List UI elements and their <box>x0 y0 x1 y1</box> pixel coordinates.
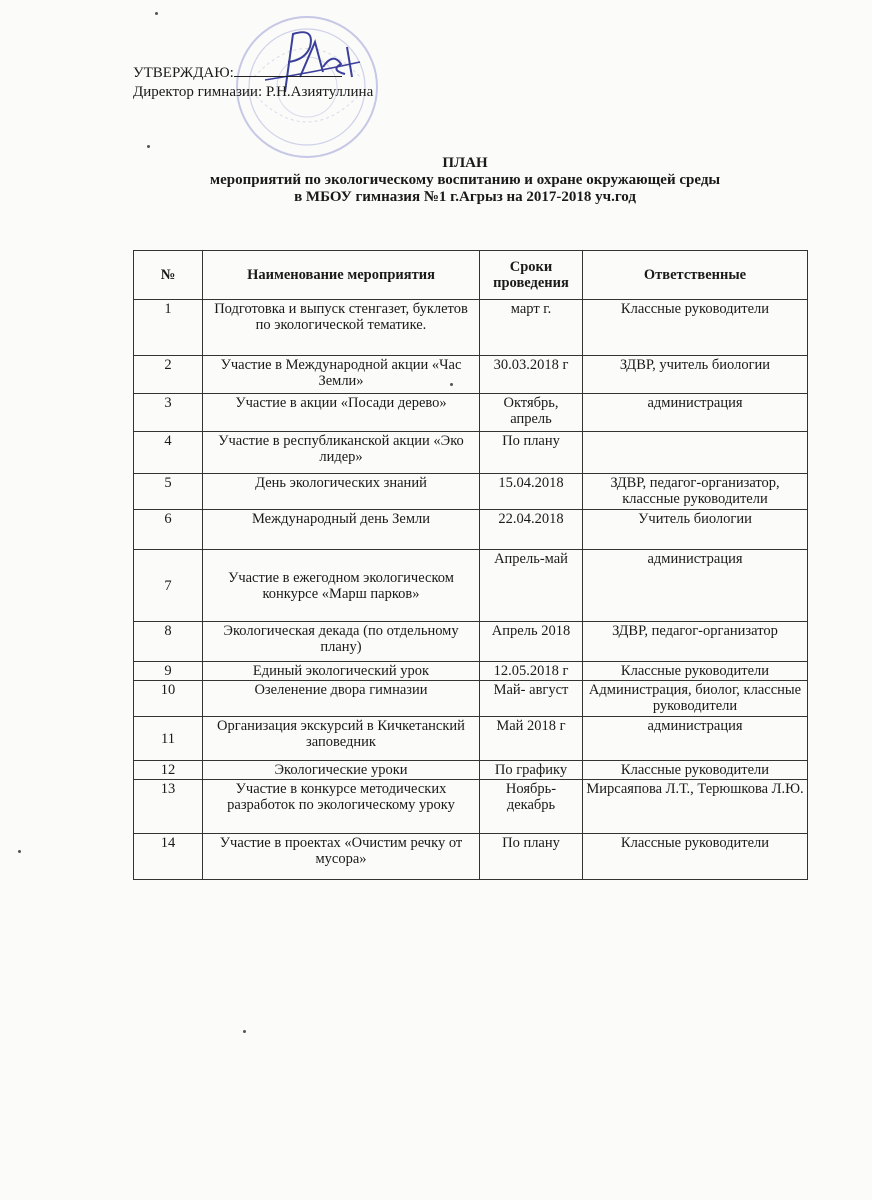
scan-speck <box>243 1030 246 1033</box>
cell-name: Международный день Земли <box>203 510 480 550</box>
table-row <box>134 356 808 394</box>
cell-num: 3 <box>134 394 203 432</box>
cell-name: Участие в Международной акции «Час Земли» <box>203 356 480 394</box>
cell-name: Участие в проектах «Очистим речку от мусора» <box>203 834 480 880</box>
cell-name: Экологические уроки <box>203 761 480 780</box>
table-row <box>134 394 808 432</box>
cell-num: 6 <box>134 510 203 550</box>
cell-resp: Классные руководители <box>583 662 808 681</box>
scan-speck <box>18 850 21 853</box>
cell-num: 9 <box>134 662 203 681</box>
header-num: № <box>134 251 203 300</box>
cell-resp: администрация <box>583 550 808 622</box>
cell-date: Ноябрь-декабрь <box>480 780 583 834</box>
cell-name: Подготовка и выпуск стенгазет, буклетов по экологической тематике. <box>203 300 480 356</box>
cell-num: 5 <box>134 474 203 510</box>
cell-num: 1 <box>134 300 203 356</box>
table-row <box>134 761 808 780</box>
document-title <box>120 155 810 206</box>
cell-resp: администрация <box>583 717 808 761</box>
cell-num: 13 <box>134 780 203 834</box>
table-row <box>134 474 808 510</box>
table-row <box>134 662 808 681</box>
cell-num: 7 <box>134 550 203 622</box>
scan-speck <box>450 383 453 386</box>
cell-num: 14 <box>134 834 203 880</box>
table-row <box>134 717 808 761</box>
cell-date: 15.04.2018 <box>480 474 583 510</box>
cell-name: Участие в республиканской акции «Эко лидер» <box>203 432 480 474</box>
approval-block <box>133 62 373 102</box>
signature-line <box>234 62 342 77</box>
table-row <box>134 622 808 662</box>
cell-date: 22.04.2018 <box>480 510 583 550</box>
cell-resp: ЗДВР, педагог-организатор <box>583 622 808 662</box>
cell-resp: Классные руководители <box>583 834 808 880</box>
director-line: Директор гимназии: Р.Н.Азиятуллина <box>133 84 374 100</box>
cell-date: Апрель 2018 <box>480 622 583 662</box>
table-row <box>134 432 808 474</box>
header-name: Наименование мероприятия <box>203 251 480 300</box>
cell-date: По графику <box>480 761 583 780</box>
title-plan: ПЛАН <box>442 155 488 171</box>
cell-resp: Мирсаяпова Л.Т., Терюшкова Л.Ю. <box>583 780 808 834</box>
cell-date: Апрель-май <box>480 550 583 622</box>
table-row <box>134 834 808 880</box>
cell-resp: Классные руководители <box>583 300 808 356</box>
events-table <box>133 250 808 880</box>
cell-resp: администрация <box>583 394 808 432</box>
scan-speck <box>147 145 150 148</box>
cell-date: 12.05.2018 г <box>480 662 583 681</box>
table-row <box>134 681 808 717</box>
cell-date: По плану <box>480 834 583 880</box>
table-row <box>134 550 808 622</box>
cell-num: 4 <box>134 432 203 474</box>
cell-resp: ЗДВР, учитель биологии <box>583 356 808 394</box>
cell-name: День экологических знаний <box>203 474 480 510</box>
cell-resp <box>583 432 808 474</box>
cell-date: март г. <box>480 300 583 356</box>
header-resp: Ответственные <box>583 251 808 300</box>
approve-label: УТВЕРЖДАЮ: <box>133 65 234 81</box>
cell-date: По плану <box>480 432 583 474</box>
cell-name: Озеленение двора гимназии <box>203 681 480 717</box>
cell-name: Экологическая декада (по отдельному плану) <box>203 622 480 662</box>
cell-date: Май 2018 г <box>480 717 583 761</box>
cell-name: Организация экскурсий в Кичкетанский заповедник <box>203 717 480 761</box>
cell-num: 11 <box>134 717 203 761</box>
cell-num: 2 <box>134 356 203 394</box>
title-school-year: в МБОУ гимназия №1 г.Агрыз на 2017-2018 уч.год <box>294 189 636 205</box>
cell-num: 10 <box>134 681 203 717</box>
scan-speck <box>155 12 158 15</box>
cell-resp: Учитель биологии <box>583 510 808 550</box>
cell-name: Единый экологический урок <box>203 662 480 681</box>
cell-name: Участие в ежегодном экологическом конкурсе «Марш парков» <box>203 550 480 622</box>
cell-date: Октябрь, апрель <box>480 394 583 432</box>
header-date: Сроки проведения <box>480 251 583 300</box>
cell-num: 8 <box>134 622 203 662</box>
cell-name: Участие в конкурсе методических разработок по экологическому уроку <box>203 780 480 834</box>
cell-resp: ЗДВР, педагог-организатор, классные руководители <box>583 474 808 510</box>
table-header-row <box>134 251 808 300</box>
cell-num: 12 <box>134 761 203 780</box>
cell-resp: Классные руководители <box>583 761 808 780</box>
cell-name: Участие в акции «Посади дерево» <box>203 394 480 432</box>
cell-date: 30.03.2018 г <box>480 356 583 394</box>
table-row <box>134 300 808 356</box>
cell-resp: Администрация, биолог, классные руководители <box>583 681 808 717</box>
table-row <box>134 780 808 834</box>
title-subtitle: мероприятий по экологическому воспитанию и охране окружающей среды <box>209 172 721 188</box>
table-row <box>134 510 808 550</box>
cell-date: Май- август <box>480 681 583 717</box>
